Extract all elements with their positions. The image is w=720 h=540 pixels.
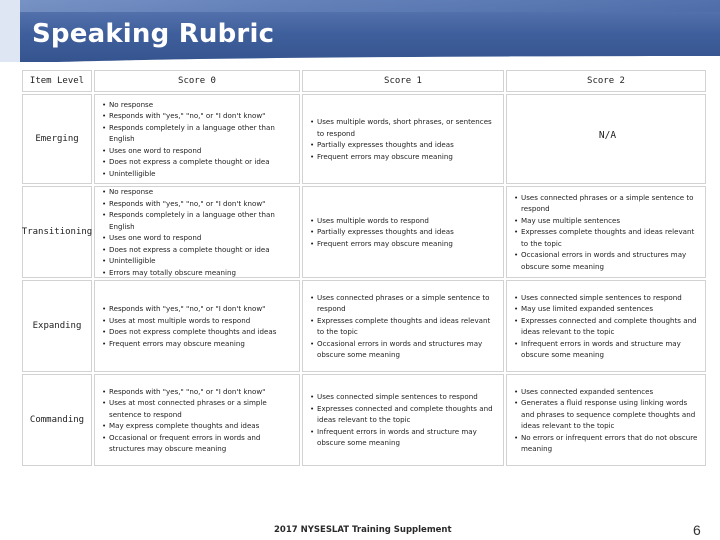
list-item: • Frequent errors may obscure meaning (310, 151, 499, 163)
row-transitioning (22, 186, 708, 280)
score-2-list (514, 292, 701, 361)
level-label: Expanding (22, 280, 92, 372)
header-row (22, 70, 708, 94)
list-item: • Generates a fluid response using linking words and phrases to sequence complete thoughts and ideas relevant to the topic (514, 397, 701, 432)
list-item: • Responds completely in a language other than English (102, 122, 295, 145)
list-item: • Occasional or frequent errors in words and structures may obscure meaning (102, 432, 295, 455)
header-score-0: Score 0 (94, 70, 300, 92)
list-item: • May express complete thoughts and ideas (102, 420, 295, 432)
list-item: • Uses one word to respond (102, 232, 295, 244)
score-2-cell (506, 94, 706, 184)
footer-text: 2017 NYSESLAT Training Supplement (274, 525, 452, 535)
list-item: • Uses connected phrases or a simple sentence to respond (310, 292, 499, 315)
list-item: • No response (102, 99, 295, 111)
list-item: • Partially expresses thoughts and ideas (310, 139, 499, 151)
score-1-cell (302, 374, 504, 466)
list-item: • Expresses connected and complete thoughts and ideas relevant to the topic (514, 315, 701, 338)
score-1-list (310, 116, 499, 162)
level-label: Commanding (22, 374, 92, 466)
list-item: • Uses connected phrases or a simple sentence to respond (514, 192, 701, 215)
row-expanding (22, 280, 708, 374)
list-item: • No response (102, 186, 295, 198)
list-item: • Expresses connected and complete thoughts and ideas relevant to the topic (310, 403, 499, 426)
list-item: • May use multiple sentences (514, 215, 701, 227)
list-item: • Infrequent errors in words and structure may obscure some meaning (310, 426, 499, 449)
list-item: • Infrequent errors in words and structure may obscure some meaning (514, 338, 701, 361)
score-2-cell (506, 374, 706, 466)
score-0-list (102, 303, 276, 349)
score-2-list (514, 386, 701, 455)
level-label: Transitioning (22, 186, 92, 278)
score-1-list (310, 215, 454, 250)
score-1-list (310, 292, 499, 361)
score-0-cell (94, 94, 300, 184)
score-1-cell (302, 186, 504, 278)
list-item: • Uses one word to respond (102, 145, 295, 157)
list-item: • Responds with "yes," "no," or "I don't know" (102, 110, 295, 122)
list-item: • Uses at most connected phrases or a simple sentence to respond (102, 397, 295, 420)
header-item-level: Item Level (22, 70, 92, 92)
banner-accent (0, 0, 20, 62)
score-0-list (102, 99, 295, 180)
score-0-cell (94, 374, 300, 466)
list-item: • Uses multiple words to respond (310, 215, 454, 227)
list-item: • Responds with "yes," "no," or "I don't know" (102, 198, 295, 210)
list-item: • Unintelligible (102, 255, 295, 267)
row-emerging (22, 94, 708, 186)
list-item: • Does not express a complete thought or idea (102, 244, 295, 256)
level-label: Emerging (22, 94, 92, 184)
list-item: • Uses connected simple sentences to respond (310, 391, 499, 403)
list-item: • Responds with "yes," "no," or "I don't know" (102, 386, 295, 398)
not-applicable-label: N/A (598, 129, 617, 141)
header-score-2: Score 2 (506, 70, 706, 92)
list-item: • Occasional errors in words and structures may obscure some meaning (310, 338, 499, 361)
score-0-list (102, 186, 295, 278)
score-1-cell (302, 94, 504, 184)
list-item: • Errors may totally obscure meaning (102, 267, 295, 279)
score-1-cell (302, 280, 504, 372)
list-item: • Expresses complete thoughts and ideas relevant to the topic (514, 226, 701, 249)
list-item: • Responds completely in a language other than English (102, 209, 295, 232)
list-item: • Responds with "yes," "no," or "I don't know" (102, 303, 276, 315)
list-item: • Partially expresses thoughts and ideas (310, 226, 454, 238)
row-commanding (22, 374, 708, 468)
list-item: • May use limited expanded sentences (514, 303, 701, 315)
list-item: • Occasional errors in words and structures may obscure some meaning (514, 249, 701, 272)
list-item: • Expresses complete thoughts and ideas relevant to the topic (310, 315, 499, 338)
rubric-table (22, 70, 708, 468)
score-0-cell (94, 186, 300, 278)
header-score-1: Score 1 (302, 70, 504, 92)
list-item: • Frequent errors may obscure meaning (310, 238, 454, 250)
score-0-list (102, 386, 295, 455)
banner-highlight (0, 0, 720, 12)
list-item: • Uses connected expanded sentences (514, 386, 701, 398)
score-2-cell (506, 280, 706, 372)
list-item: • Does not express a complete thought or idea (102, 156, 295, 168)
score-2-list (514, 192, 701, 273)
list-item: • No errors or infrequent errors that do not obscure meaning (514, 432, 701, 455)
list-item: • Uses at most multiple words to respond (102, 315, 276, 327)
page-number: 6 (693, 522, 701, 538)
score-2-cell (506, 186, 706, 278)
list-item: • Frequent errors may obscure meaning (102, 338, 276, 350)
page-title: Speaking Rubric (32, 19, 275, 49)
title-banner (0, 0, 720, 62)
list-item: • Uses multiple words, short phrases, or sentences to respond (310, 116, 499, 139)
score-1-list (310, 391, 499, 449)
list-item: • Unintelligible (102, 168, 295, 180)
list-item: • Does not express complete thoughts and ideas (102, 326, 276, 338)
score-0-cell (94, 280, 300, 372)
list-item: • Uses connected simple sentences to respond (514, 292, 701, 304)
